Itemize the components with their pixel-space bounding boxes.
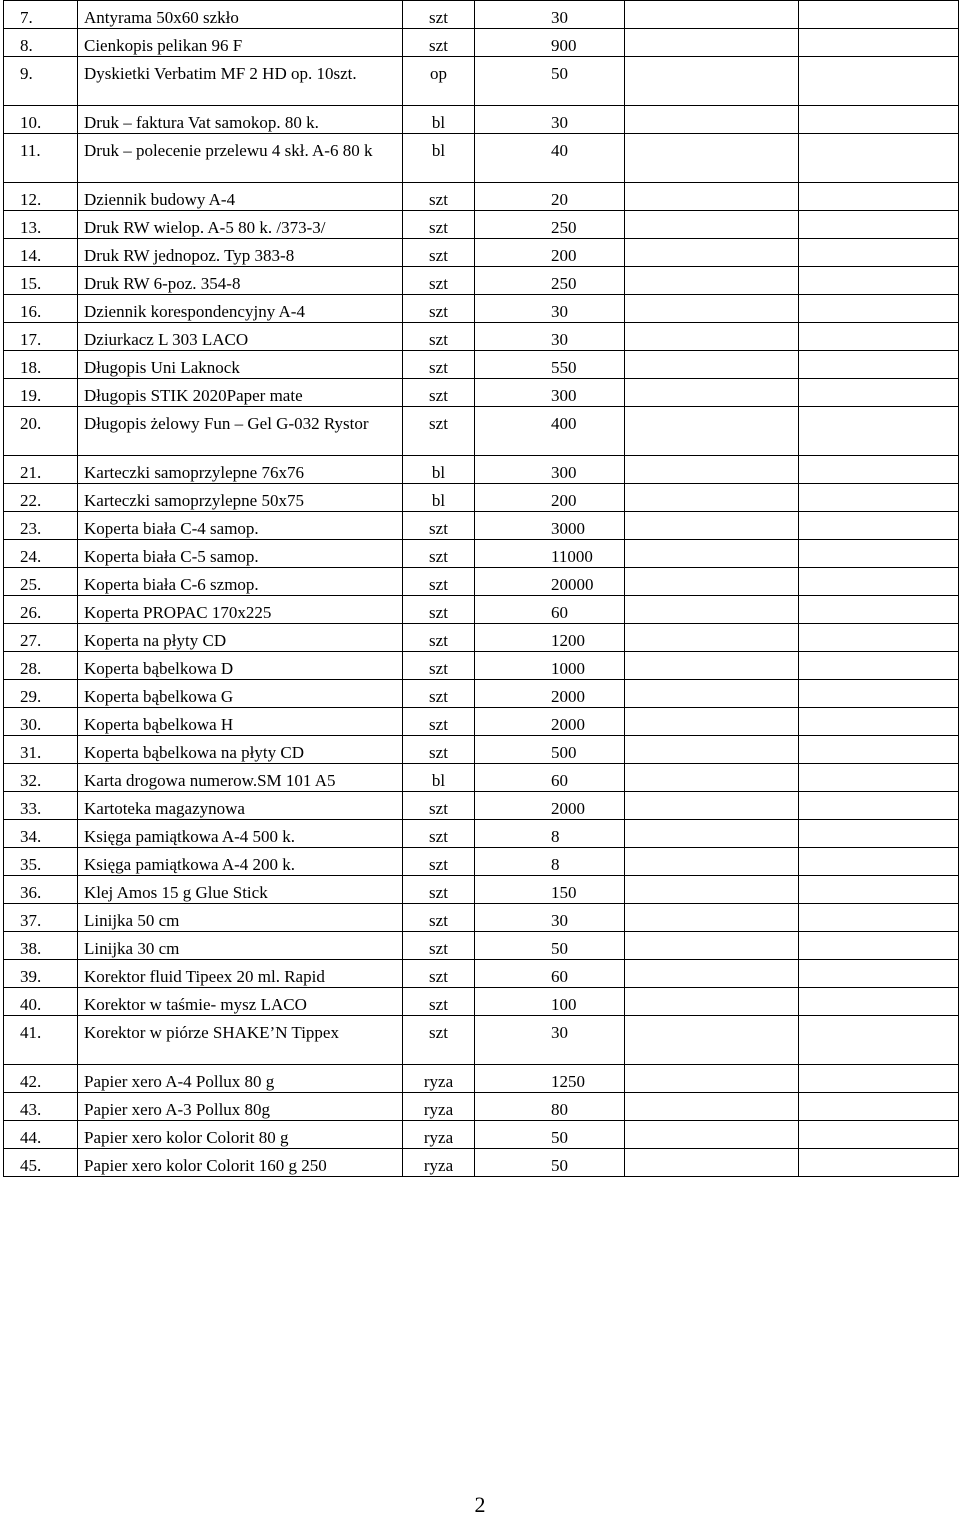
item-quantity-cell: 250 — [475, 267, 625, 295]
empty-cell — [799, 708, 959, 736]
empty-cell — [799, 1065, 959, 1093]
item-number-cell: 11. — [4, 134, 78, 183]
item-number-cell: 16. — [4, 295, 78, 323]
item-name-cell: Korektor fluid Tipeex 20 ml. Rapid — [78, 960, 403, 988]
item-name-cell: Koperta bąbelkowa H — [78, 708, 403, 736]
empty-cell — [799, 1093, 959, 1121]
item-name-cell: Koperta na płyty CD — [78, 624, 403, 652]
empty-cell — [799, 29, 959, 57]
item-name-cell: Koperta biała C-4 samop. — [78, 512, 403, 540]
item-name-cell: Karteczki samoprzylepne 76x76 — [78, 456, 403, 484]
table-row — [4, 183, 959, 211]
empty-cell — [625, 183, 799, 211]
page-number: 2 — [474, 1492, 486, 1517]
empty-cell — [625, 708, 799, 736]
item-number-cell: 33. — [4, 792, 78, 820]
item-unit-cell: szt — [403, 183, 475, 211]
item-number-cell: 15. — [4, 267, 78, 295]
item-unit-cell: szt — [403, 876, 475, 904]
item-unit-cell: szt — [403, 596, 475, 624]
item-name-cell: Cienkopis pelikan 96 F — [78, 29, 403, 57]
empty-cell — [799, 512, 959, 540]
items-table — [3, 0, 959, 1177]
empty-cell — [625, 484, 799, 512]
empty-cell — [625, 1093, 799, 1121]
item-unit-cell: szt — [403, 351, 475, 379]
item-unit-cell: szt — [403, 267, 475, 295]
item-unit-cell: szt — [403, 29, 475, 57]
item-unit-cell: szt — [403, 904, 475, 932]
item-name-cell: Długopis STIK 2020Paper mate — [78, 379, 403, 407]
item-quantity-cell: 30 — [475, 904, 625, 932]
item-quantity-cell: 50 — [475, 932, 625, 960]
item-quantity-cell: 150 — [475, 876, 625, 904]
empty-cell — [799, 1016, 959, 1065]
items-table-body — [4, 1, 959, 1177]
item-quantity-cell: 60 — [475, 960, 625, 988]
item-quantity-cell: 500 — [475, 736, 625, 764]
item-unit-cell: szt — [403, 239, 475, 267]
item-unit-cell: bl — [403, 106, 475, 134]
item-quantity-cell: 300 — [475, 456, 625, 484]
item-quantity-cell: 30 — [475, 106, 625, 134]
item-name-cell: Karteczki samoprzylepne 50x75 — [78, 484, 403, 512]
item-number-cell: 37. — [4, 904, 78, 932]
empty-cell — [625, 596, 799, 624]
table-row — [4, 323, 959, 351]
item-number-cell: 14. — [4, 239, 78, 267]
item-quantity-cell: 30 — [475, 1016, 625, 1065]
item-name-cell: Linijka 50 cm — [78, 904, 403, 932]
empty-cell — [625, 1121, 799, 1149]
empty-cell — [625, 295, 799, 323]
item-quantity-cell: 60 — [475, 596, 625, 624]
empty-cell — [625, 1065, 799, 1093]
item-unit-cell: szt — [403, 568, 475, 596]
item-unit-cell: szt — [403, 708, 475, 736]
empty-cell — [799, 876, 959, 904]
empty-cell — [625, 624, 799, 652]
table-row — [4, 456, 959, 484]
table-row — [4, 960, 959, 988]
item-unit-cell: szt — [403, 323, 475, 351]
empty-cell — [625, 904, 799, 932]
item-name-cell: Długopis żelowy Fun – Gel G-032 Rystor — [78, 407, 403, 456]
empty-cell — [799, 736, 959, 764]
item-unit-cell: szt — [403, 295, 475, 323]
table-row — [4, 379, 959, 407]
empty-cell — [799, 351, 959, 379]
empty-cell — [799, 848, 959, 876]
item-number-cell: 39. — [4, 960, 78, 988]
item-number-cell: 17. — [4, 323, 78, 351]
item-quantity-cell: 1250 — [475, 1065, 625, 1093]
empty-cell — [799, 932, 959, 960]
item-quantity-cell: 8 — [475, 848, 625, 876]
table-row — [4, 596, 959, 624]
table-row — [4, 624, 959, 652]
item-name-cell: Druk RW wielop. A-5 80 k. /373-3/ — [78, 211, 403, 239]
item-number-cell: 25. — [4, 568, 78, 596]
item-quantity-cell: 2000 — [475, 708, 625, 736]
empty-cell — [799, 596, 959, 624]
item-unit-cell: bl — [403, 134, 475, 183]
item-quantity-cell: 50 — [475, 1149, 625, 1177]
item-quantity-cell: 60 — [475, 764, 625, 792]
item-unit-cell: szt — [403, 960, 475, 988]
empty-cell — [625, 57, 799, 106]
item-name-cell: Księga pamiątkowa A-4 500 k. — [78, 820, 403, 848]
empty-cell — [799, 820, 959, 848]
item-quantity-cell: 20 — [475, 183, 625, 211]
item-name-cell: Klej Amos 15 g Glue Stick — [78, 876, 403, 904]
item-quantity-cell: 2000 — [475, 792, 625, 820]
empty-cell — [625, 988, 799, 1016]
empty-cell — [625, 820, 799, 848]
empty-cell — [625, 540, 799, 568]
item-number-cell: 29. — [4, 680, 78, 708]
table-row — [4, 792, 959, 820]
item-number-cell: 35. — [4, 848, 78, 876]
item-unit-cell: szt — [403, 932, 475, 960]
empty-cell — [625, 1016, 799, 1065]
item-number-cell: 32. — [4, 764, 78, 792]
item-number-cell: 44. — [4, 1121, 78, 1149]
item-name-cell: Papier xero A-3 Pollux 80g — [78, 1093, 403, 1121]
item-number-cell: 36. — [4, 876, 78, 904]
item-number-cell: 20. — [4, 407, 78, 456]
item-unit-cell: szt — [403, 680, 475, 708]
item-number-cell: 7. — [4, 1, 78, 29]
empty-cell — [625, 932, 799, 960]
item-number-cell: 45. — [4, 1149, 78, 1177]
table-row — [4, 57, 959, 106]
item-number-cell: 19. — [4, 379, 78, 407]
table-row — [4, 708, 959, 736]
item-number-cell: 42. — [4, 1065, 78, 1093]
item-number-cell: 18. — [4, 351, 78, 379]
empty-cell — [799, 1149, 959, 1177]
empty-cell — [799, 183, 959, 211]
item-name-cell: Druk RW jednopoz. Typ 383-8 — [78, 239, 403, 267]
empty-cell — [625, 267, 799, 295]
item-number-cell: 38. — [4, 932, 78, 960]
empty-cell — [799, 379, 959, 407]
item-name-cell: Papier xero kolor Colorit 160 g 250 — [78, 1149, 403, 1177]
empty-cell — [625, 512, 799, 540]
empty-cell — [799, 960, 959, 988]
item-number-cell: 9. — [4, 57, 78, 106]
item-quantity-cell: 2000 — [475, 680, 625, 708]
empty-cell — [625, 1, 799, 29]
item-quantity-cell: 900 — [475, 29, 625, 57]
item-name-cell: Korektor w piórze SHAKE’N Tippex — [78, 1016, 403, 1065]
empty-cell — [625, 407, 799, 456]
empty-cell — [625, 29, 799, 57]
empty-cell — [799, 792, 959, 820]
table-row — [4, 1093, 959, 1121]
item-name-cell: Koperta biała C-5 samop. — [78, 540, 403, 568]
item-name-cell: Druk – polecenie przelewu 4 skł. A-6 80 k — [78, 134, 403, 183]
table-row — [4, 407, 959, 456]
table-row — [4, 764, 959, 792]
empty-cell — [625, 211, 799, 239]
item-unit-cell: szt — [403, 652, 475, 680]
item-name-cell: Kartoteka magazynowa — [78, 792, 403, 820]
item-number-cell: 31. — [4, 736, 78, 764]
item-name-cell: Księga pamiątkowa A-4 200 k. — [78, 848, 403, 876]
item-unit-cell: szt — [403, 540, 475, 568]
empty-cell — [799, 323, 959, 351]
item-quantity-cell: 30 — [475, 295, 625, 323]
empty-cell — [625, 764, 799, 792]
item-name-cell: Koperta bąbelkowa G — [78, 680, 403, 708]
empty-cell — [799, 1121, 959, 1149]
empty-cell — [625, 134, 799, 183]
table-row — [4, 932, 959, 960]
table-row — [4, 512, 959, 540]
item-unit-cell: ryza — [403, 1149, 475, 1177]
item-name-cell: Dziennik budowy A-4 — [78, 183, 403, 211]
empty-cell — [625, 652, 799, 680]
item-name-cell: Druk – faktura Vat samokop. 80 k. — [78, 106, 403, 134]
item-quantity-cell: 80 — [475, 1093, 625, 1121]
item-number-cell: 40. — [4, 988, 78, 1016]
empty-cell — [799, 295, 959, 323]
item-quantity-cell: 3000 — [475, 512, 625, 540]
table-row — [4, 1121, 959, 1149]
item-quantity-cell: 300 — [475, 379, 625, 407]
item-number-cell: 34. — [4, 820, 78, 848]
item-number-cell: 21. — [4, 456, 78, 484]
item-name-cell: Papier xero A-4 Pollux 80 g — [78, 1065, 403, 1093]
item-quantity-cell: 400 — [475, 407, 625, 456]
item-unit-cell: bl — [403, 764, 475, 792]
item-unit-cell: szt — [403, 736, 475, 764]
item-number-cell: 8. — [4, 29, 78, 57]
item-quantity-cell: 200 — [475, 239, 625, 267]
item-number-cell: 30. — [4, 708, 78, 736]
empty-cell — [625, 106, 799, 134]
empty-cell — [625, 323, 799, 351]
table-row — [4, 848, 959, 876]
table-row — [4, 680, 959, 708]
table-row — [4, 736, 959, 764]
item-quantity-cell: 20000 — [475, 568, 625, 596]
empty-cell — [799, 904, 959, 932]
empty-cell — [625, 848, 799, 876]
empty-cell — [799, 57, 959, 106]
empty-cell — [625, 239, 799, 267]
item-number-cell: 22. — [4, 484, 78, 512]
table-row — [4, 211, 959, 239]
empty-cell — [625, 456, 799, 484]
item-number-cell: 27. — [4, 624, 78, 652]
item-unit-cell: bl — [403, 456, 475, 484]
item-name-cell: Papier xero kolor Colorit 80 g — [78, 1121, 403, 1149]
item-quantity-cell: 50 — [475, 57, 625, 106]
item-name-cell: Karta drogowa numerow.SM 101 A5 — [78, 764, 403, 792]
item-name-cell: Koperta bąbelkowa na płyty CD — [78, 736, 403, 764]
item-unit-cell: op — [403, 57, 475, 106]
item-number-cell: 24. — [4, 540, 78, 568]
item-quantity-cell: 30 — [475, 323, 625, 351]
empty-cell — [799, 764, 959, 792]
item-unit-cell: szt — [403, 1016, 475, 1065]
item-unit-cell: szt — [403, 211, 475, 239]
item-number-cell: 10. — [4, 106, 78, 134]
item-name-cell: Koperta PROPAC 170x225 — [78, 596, 403, 624]
item-unit-cell: szt — [403, 988, 475, 1016]
item-number-cell: 26. — [4, 596, 78, 624]
item-number-cell: 23. — [4, 512, 78, 540]
empty-cell — [625, 568, 799, 596]
item-number-cell: 43. — [4, 1093, 78, 1121]
table-row — [4, 295, 959, 323]
empty-cell — [799, 624, 959, 652]
item-number-cell: 28. — [4, 652, 78, 680]
empty-cell — [625, 351, 799, 379]
item-unit-cell: szt — [403, 820, 475, 848]
empty-cell — [625, 792, 799, 820]
item-unit-cell: szt — [403, 512, 475, 540]
table-row — [4, 351, 959, 379]
empty-cell — [799, 652, 959, 680]
empty-cell — [799, 456, 959, 484]
item-name-cell: Koperta bąbelkowa D — [78, 652, 403, 680]
item-quantity-cell: 550 — [475, 351, 625, 379]
empty-cell — [625, 1149, 799, 1177]
item-quantity-cell: 30 — [475, 1, 625, 29]
item-name-cell: Dziurkacz L 303 LACO — [78, 323, 403, 351]
item-quantity-cell: 11000 — [475, 540, 625, 568]
item-name-cell: Korektor w taśmie- mysz LACO — [78, 988, 403, 1016]
item-quantity-cell: 200 — [475, 484, 625, 512]
item-unit-cell: ryza — [403, 1121, 475, 1149]
table-row — [4, 568, 959, 596]
empty-cell — [625, 379, 799, 407]
item-name-cell: Druk RW 6-poz. 354-8 — [78, 267, 403, 295]
item-name-cell: Dyskietki Verbatim MF 2 HD op. 10szt. — [78, 57, 403, 106]
table-row — [4, 1, 959, 29]
empty-cell — [799, 1, 959, 29]
table-row — [4, 29, 959, 57]
table-row — [4, 134, 959, 183]
empty-cell — [799, 568, 959, 596]
item-unit-cell: szt — [403, 848, 475, 876]
item-unit-cell: szt — [403, 379, 475, 407]
table-row — [4, 1016, 959, 1065]
table-row — [4, 540, 959, 568]
item-number-cell: 12. — [4, 183, 78, 211]
empty-cell — [799, 239, 959, 267]
item-quantity-cell: 250 — [475, 211, 625, 239]
empty-cell — [799, 134, 959, 183]
table-row — [4, 106, 959, 134]
empty-cell — [799, 988, 959, 1016]
empty-cell — [799, 484, 959, 512]
empty-cell — [625, 960, 799, 988]
item-quantity-cell: 100 — [475, 988, 625, 1016]
empty-cell — [799, 680, 959, 708]
item-quantity-cell: 50 — [475, 1121, 625, 1149]
item-name-cell: Linijka 30 cm — [78, 932, 403, 960]
table-row — [4, 904, 959, 932]
item-name-cell: Antyrama 50x60 szkło — [78, 1, 403, 29]
table-row — [4, 1149, 959, 1177]
empty-cell — [799, 540, 959, 568]
empty-cell — [799, 106, 959, 134]
item-name-cell: Dziennik korespondencyjny A-4 — [78, 295, 403, 323]
item-quantity-cell: 8 — [475, 820, 625, 848]
table-row — [4, 876, 959, 904]
item-unit-cell: szt — [403, 407, 475, 456]
item-number-cell: 13. — [4, 211, 78, 239]
item-unit-cell: ryza — [403, 1065, 475, 1093]
item-unit-cell: ryza — [403, 1093, 475, 1121]
table-row — [4, 267, 959, 295]
table-row — [4, 1065, 959, 1093]
empty-cell — [625, 680, 799, 708]
item-unit-cell: szt — [403, 1, 475, 29]
table-row — [4, 820, 959, 848]
item-name-cell: Koperta biała C-6 szmop. — [78, 568, 403, 596]
table-row — [4, 239, 959, 267]
table-row — [4, 988, 959, 1016]
item-quantity-cell: 1000 — [475, 652, 625, 680]
item-unit-cell: szt — [403, 624, 475, 652]
empty-cell — [799, 267, 959, 295]
item-quantity-cell: 1200 — [475, 624, 625, 652]
item-unit-cell: szt — [403, 792, 475, 820]
item-name-cell: Długopis Uni Laknock — [78, 351, 403, 379]
empty-cell — [799, 211, 959, 239]
empty-cell — [625, 736, 799, 764]
table-row — [4, 484, 959, 512]
empty-cell — [799, 407, 959, 456]
item-unit-cell: bl — [403, 484, 475, 512]
table-row — [4, 652, 959, 680]
empty-cell — [625, 876, 799, 904]
item-quantity-cell: 40 — [475, 134, 625, 183]
item-number-cell: 41. — [4, 1016, 78, 1065]
